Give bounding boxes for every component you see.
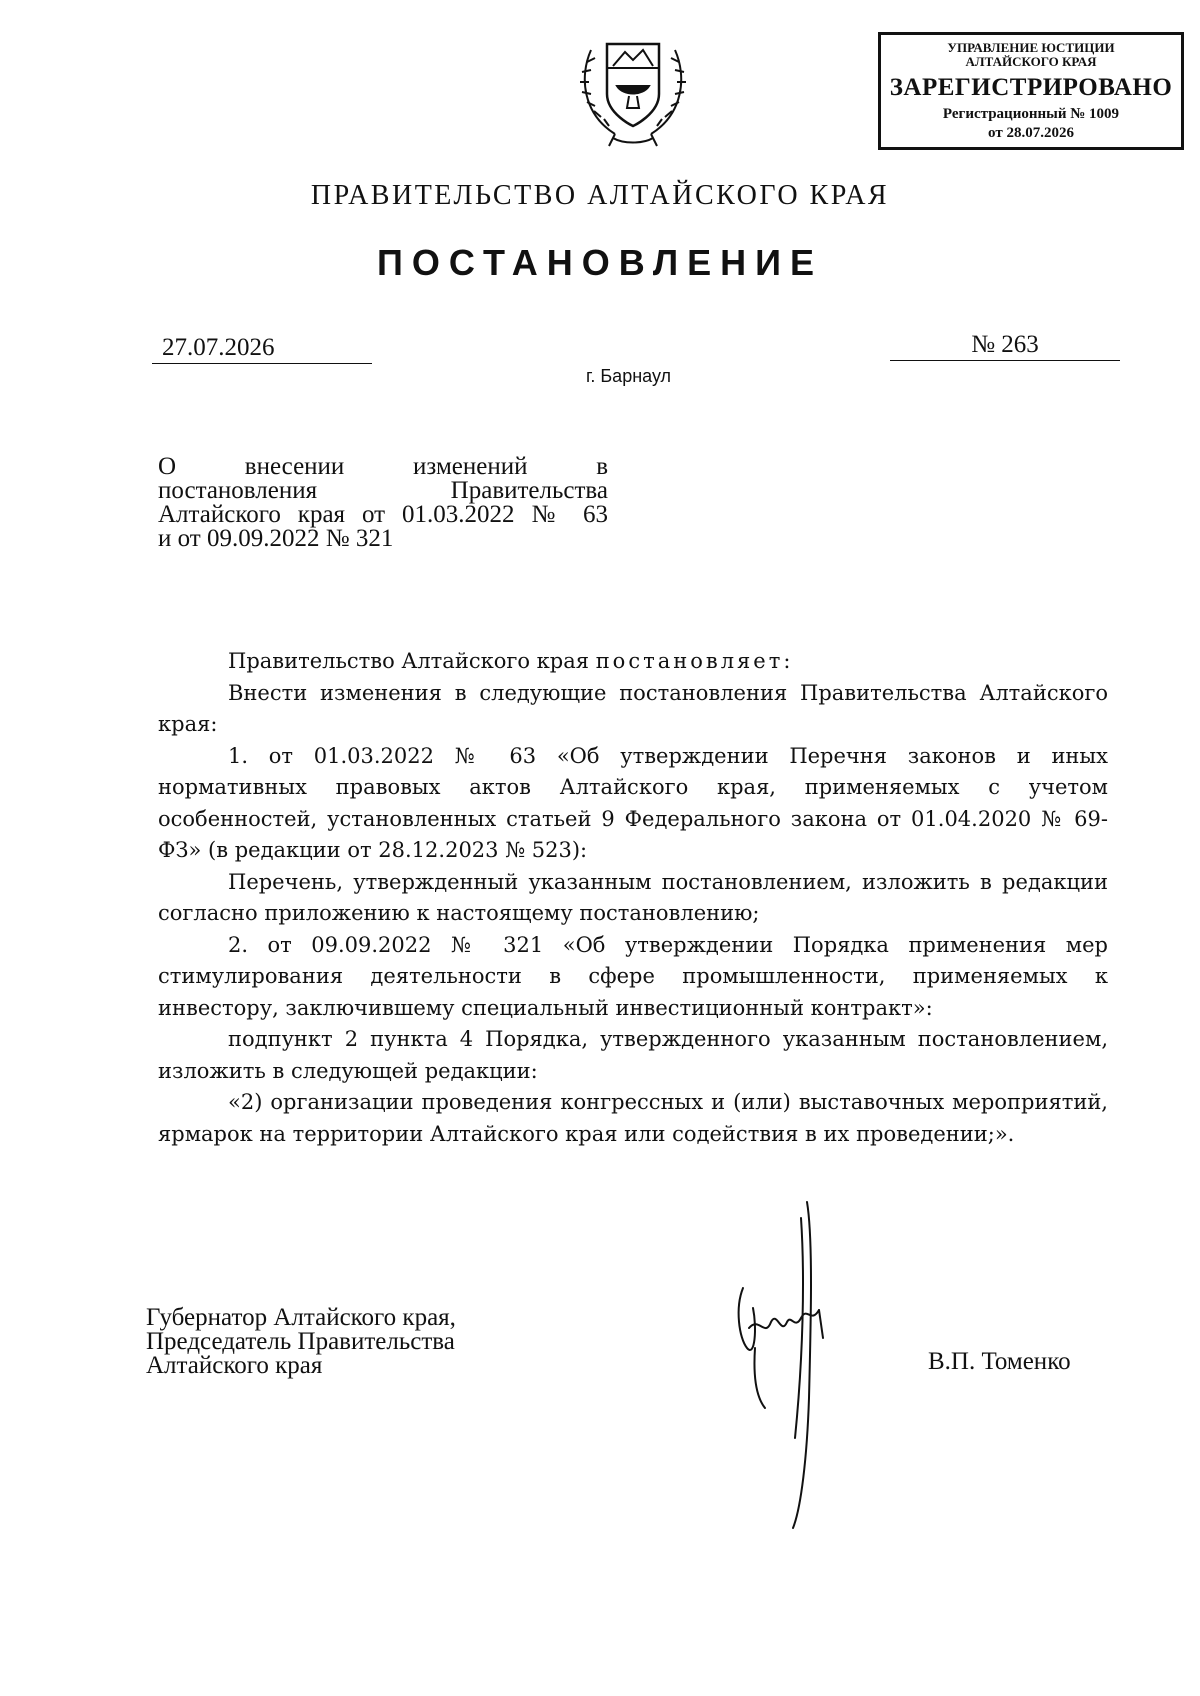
coat-of-arms-emblem	[573, 22, 693, 150]
position-line: Губернатор Алтайского края,	[146, 1304, 456, 1331]
body-paragraph: 2. от 09.09.2022 № 321 «Об утверждении Порядка применения мер стимулирования деятельности в сфере промышленности, применяемых к инвестору, заключившему специальный инвестиционный контракт»:	[158, 932, 1108, 1020]
registration-stamp	[878, 32, 1184, 150]
body-paragraph: Внести изменения в следующие постановления Правительства Алтайского края:	[158, 680, 1108, 736]
subject-line: Алтайского края от 01.03.2022 № 63	[158, 501, 608, 528]
stamp-status: ЗАРЕГИСТРИРОВАНО	[889, 74, 1173, 101]
intro-keyword: постановляет:	[595, 649, 794, 673]
stamp-authority-line2: АЛТАЙСКОГО КРАЯ	[965, 54, 1097, 69]
stamp-authority-line1: УПРАВЛЕНИЕ ЮСТИЦИИ	[947, 40, 1115, 55]
body-paragraph: Перечень, утвержденный указанным постановлением, изложить в редакции согласно приложению к настоящему постановлению;	[158, 869, 1108, 925]
body-paragraph: «2) организации проведения конгрессных и (или) выставочных мероприятий, ярмарок на территории Алтайского края или содействия в их проведении;».	[158, 1090, 1108, 1146]
position-line: Председатель Правительства	[146, 1328, 455, 1355]
document-body	[158, 646, 1108, 1150]
signatory-position	[146, 1306, 546, 1378]
document-number: № 263	[890, 330, 1120, 361]
intro-paragraph	[158, 646, 1108, 678]
signatory-name: В.П. Томенко	[928, 1348, 1071, 1375]
issuing-authority: ПРАВИТЕЛЬСТВО АЛТАЙСКОГО КРАЯ	[310, 180, 890, 211]
body-paragraph: подпункт 2 пункта 4 Порядка, утвержденного указанным постановлением, изложить в следующей редакции:	[158, 1027, 1108, 1083]
document-subject	[158, 455, 608, 551]
intro-text: Правительство Алтайского края	[228, 649, 596, 673]
body-paragraph: 1. от 01.03.2022 № 63 «Об утверждении Перечня законов и иных нормативных правовых актов Алтайского края, применяемых с учетом особенностей, установленных статьей 9 Федерального закона от 01.04.2020 № 69-ФЗ» (в редакции от 28.12.2023 № 523):	[158, 743, 1108, 862]
handwritten-signature	[735, 1198, 845, 1533]
stamp-reg-date: от 28.07.2026	[988, 125, 1074, 141]
stamp-reg-number: Регистрационный № 1009	[942, 106, 1120, 122]
document-date: 27.07.2026	[152, 333, 372, 364]
subject-line: и от 09.09.2022 № 321	[158, 525, 394, 552]
document-type-title: ПОСТАНОВЛЕНИЕ	[377, 242, 823, 283]
document-city: г. Барнаул	[586, 366, 672, 386]
position-line: Алтайского края	[146, 1352, 323, 1379]
subject-line: постановления Правительства	[158, 477, 608, 504]
subject-line: О внесении изменений в	[158, 453, 608, 480]
